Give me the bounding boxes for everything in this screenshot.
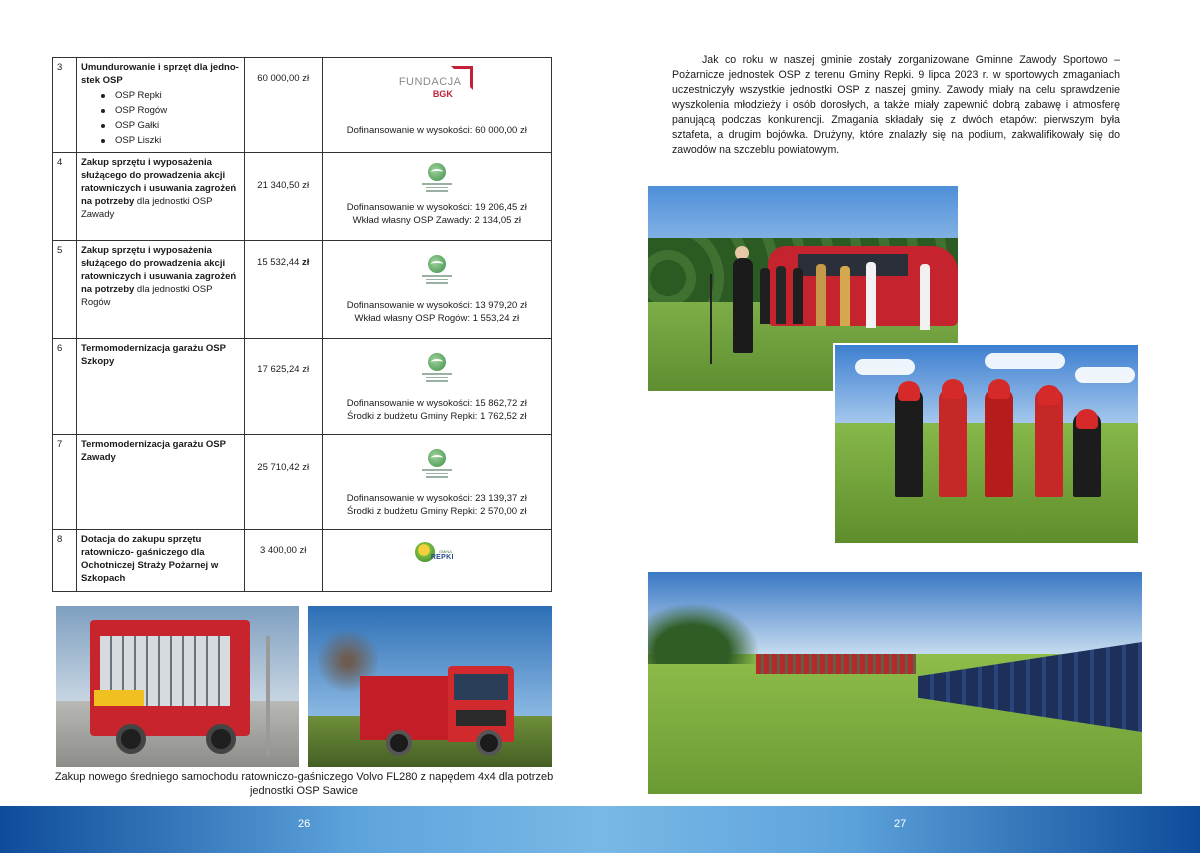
funding-table [52,57,552,592]
row-amount: 17 625,24 zł [257,364,310,375]
article-text [672,53,1120,158]
funding-line: Środki z budżetu Gminy Repki: 1 762,52 zł [347,411,527,422]
row-title [76,241,244,339]
fire-truck-front-photo [308,606,552,767]
wfos-logo [323,163,551,192]
wfos-logo [323,353,551,382]
gmina-repki-logo: GMINA REPKI [323,540,551,566]
row-amount: 21 340,50 zł [257,180,310,191]
funding-line: Dofinansowanie w wysokości: 13 979,20 zł [346,300,527,311]
row-number: 6 [53,339,77,435]
list-item: OSP Rogów [81,104,240,117]
row-amount-cell [244,58,322,153]
row-title [76,153,244,241]
bgk-logo: FUNDACJA BGK [323,66,551,100]
row-title-bold: Zakup sprzętu i wyposażenia służącego do prowadzenia akcji ratowniczych i usuwania zagrożeń na potrzeby [80,245,237,295]
row-funding-cell [322,153,551,241]
row-number: 7 [53,435,77,530]
funding-line: Dofinansowanie w wysokości: 19 206,45 zł [346,202,527,213]
row-amount-cell [244,241,322,339]
wfos-logo [323,449,551,478]
row-title-rest: dla jednostki OSP Rogów [80,284,213,308]
row-number: 5 [53,241,77,339]
page-number-left: 26 [298,818,311,830]
row-funding-cell [322,241,551,339]
table-row [53,339,552,435]
lineup-photo [648,572,1142,794]
row-funding-cell [322,435,551,530]
row-title [76,58,244,153]
funding-line: Dofinansowanie w wysokości: 60 000,00 zł [346,125,527,136]
row-amount: 60 000,00 zł [257,73,310,84]
row-title [76,530,244,592]
row-title-bold: Termomodernizacja garażu OSP Zawady [80,439,226,463]
page-number-right: 27 [894,818,907,830]
row-title-bold: Termomodernizacja garażu OSP Szkopy [80,343,226,367]
row-funding-cell [322,339,551,435]
row-amount: 3 400,00 zł [259,545,307,556]
row-funding-cell [322,58,551,153]
funding-line: Dofinansowanie w wysokości: 23 139,37 zł [346,493,527,504]
row-number: 4 [53,153,77,241]
row-title [76,435,244,530]
row-title-line-1: Umundurowanie i sprzęt dla jedno- [80,62,239,73]
list-item: OSP Gałki [81,119,240,132]
list-item: OSP Repki [81,89,240,102]
table-row [53,530,552,592]
photo-caption: Zakup nowego średniego samochodu ratowniczo-gaśniczego Volvo FL280 z napędem 4x4 dla potrzeb jednostki OSP Sawice [54,771,554,797]
funding-line: Dofinansowanie w wysokości: 15 862,72 zł [346,398,527,409]
row-title-bold: Dotacja do zakupu sprzętu ratowniczo- gaśniczego dla Ochotniczej Straży Pożarnej w Szkopach [80,534,219,584]
fire-truck-open-photo [56,606,299,767]
article-paragraph: Jak co roku w naszej gminie zostały zorganizowane Gminne Zawody Sportowo – Pożarnicze jednostek OSP z terenu Gminy Repki. 9 lipca 2023 r. w sportowych zmaganiach uczestniczyły wszystkie jednostki OSP z naszej gminy. Zawody miały na celu sprawdzenie wyszkolenia młodzieży i osób dorosłych, a także miały zapewnić dobrą zabawę i atmosferę panującą podczas konkurencji. Zmagania składały się z dwóch etapów: pierwszym była sztafeta, a drugim bojówka. Drużyny, które znalazły się na podium, zakwalifikowały się do zawodów na szczeblu powiatowym. [672,54,1120,156]
table-row [53,435,552,530]
row-title [76,339,244,435]
row-amount-cell [244,339,322,435]
list-item: OSP Liszki [81,134,240,147]
unit-list [81,89,240,147]
wfos-logo [323,255,551,284]
row-title-rest: dla jednostki OSP Zawady [80,196,213,220]
table-row [53,58,552,153]
row-title-bold: Zakup sprzętu i wyposażenia służącego do prowadzenia akcji ratowniczych i usuwania zagrożeń na potrzeby [80,157,237,207]
funding-line: Wkład własny OSP Rogów: 1 553,24 zł [354,313,520,324]
row-funding-cell [322,530,551,592]
funding-line: Wkład własny OSP Zawady: 2 134,05 zł [352,215,521,226]
row-amount: 15 532,44 zł [257,257,310,268]
team-podium-photo [833,343,1140,545]
row-amount-cell [244,435,322,530]
table-row [53,153,552,241]
row-title-line-2: stek OSP [80,75,123,86]
table-row [53,241,552,339]
row-amount: 25 710,42 zł [257,462,310,473]
footer-bar [0,806,1200,853]
row-amount-cell [244,530,322,592]
funding-line: Środki z budżetu Gminy Repki: 2 570,00 zł [347,506,527,517]
row-amount-cell [244,153,322,241]
row-number: 3 [53,58,77,153]
row-number: 8 [53,530,77,592]
